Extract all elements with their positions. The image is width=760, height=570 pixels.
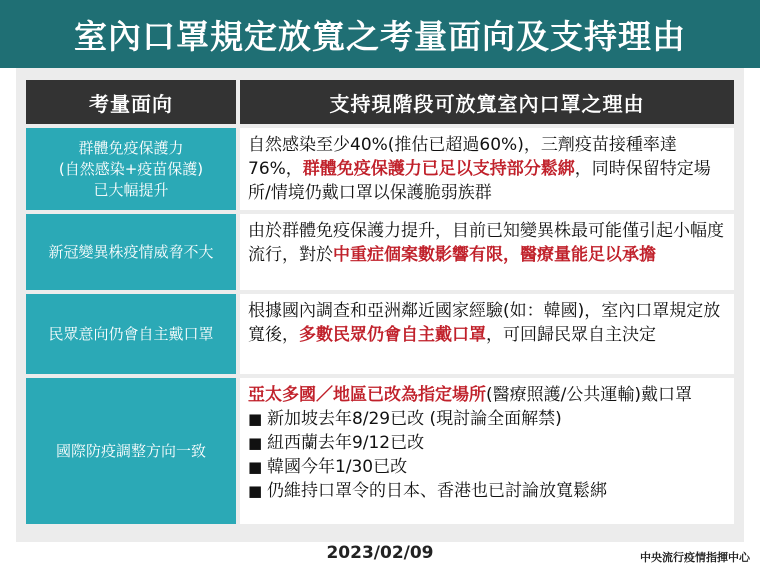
list-item: ■ 紐西蘭去年9/12已改 bbox=[248, 431, 726, 455]
aspect-line: 國際防疫調整方向一致 bbox=[55, 441, 206, 460]
reason-cell bbox=[236, 128, 734, 210]
aspect-cell bbox=[26, 214, 236, 290]
page-title: 室內口罩規定放寬之考量面向及支持理由 bbox=[74, 16, 686, 56]
aspect-cell bbox=[26, 294, 236, 374]
list-item: ■ 新加坡去年8/29已改 (現討論全面解禁) bbox=[248, 407, 726, 431]
reason-highlight: 中重症個案數影響有限，醫療量能足以承擔 bbox=[333, 245, 656, 265]
header-reason: 支持現階段可放寬室內口罩之理由 bbox=[236, 80, 734, 124]
aspect-line: (自然感染+疫苗保護) bbox=[58, 159, 204, 178]
reason-text: ，可回歸民眾自主決定 bbox=[486, 325, 656, 345]
aspect-line: 新冠變異株疫情威脅不大 bbox=[48, 242, 214, 261]
reason-text: ，同時保留特定場所/情境仍戴口罩以保護脆弱族群 bbox=[248, 159, 711, 203]
table-row bbox=[26, 294, 734, 374]
aspect-cell bbox=[26, 378, 236, 524]
content-panel bbox=[16, 68, 744, 542]
reason-highlight: 群體免疫保護力已足以支持部分鬆綁 bbox=[302, 159, 575, 179]
table-row bbox=[26, 128, 734, 210]
reasons-table bbox=[26, 76, 734, 528]
reason-text: 由於群體免疫保護力提升，目前已知變異株最可能僅引起小幅度流行，對於 bbox=[248, 221, 724, 265]
aspect-line: 民眾意向仍會自主戴口罩 bbox=[48, 324, 214, 343]
reason-highlight: 多數民眾仍會自主戴口罩 bbox=[299, 325, 486, 345]
title-bar bbox=[0, 0, 760, 68]
date-label: 2023/02/09 bbox=[326, 543, 434, 563]
organization-label: 中央流行疫情指揮中心 bbox=[640, 551, 750, 564]
table-header-row bbox=[26, 80, 734, 124]
aspect-cell bbox=[26, 128, 236, 210]
reason-text: 根據國內調查和亞洲鄰近國家經驗(如：韓國)，室內口罩規定放寬後， bbox=[248, 301, 721, 345]
reason-cell bbox=[236, 214, 734, 290]
table-row bbox=[26, 214, 734, 290]
reason-cell bbox=[236, 378, 734, 524]
table-row bbox=[26, 378, 734, 524]
reason-cell bbox=[236, 294, 734, 374]
list-item: ■ 仍維持口罩令的日本、香港也已討論放寬鬆綁 bbox=[248, 479, 726, 503]
country-list bbox=[248, 407, 726, 503]
aspect-line: 已大幅提升 bbox=[93, 180, 169, 199]
reason-text: 自然感染至少40%(推估已超過60%)，三劑疫苗接種率達76%， bbox=[248, 135, 677, 179]
reason-highlight: 亞太多國／地區已改為指定場所 bbox=[248, 385, 486, 405]
header-aspect: 考量面向 bbox=[26, 80, 236, 124]
reason-text: (醫療照護/公共運輸)戴口罩 bbox=[486, 385, 692, 405]
aspect-line: 群體免疫保護力 bbox=[78, 138, 184, 157]
list-item: ■ 韓國今年1/30已改 bbox=[248, 455, 726, 479]
